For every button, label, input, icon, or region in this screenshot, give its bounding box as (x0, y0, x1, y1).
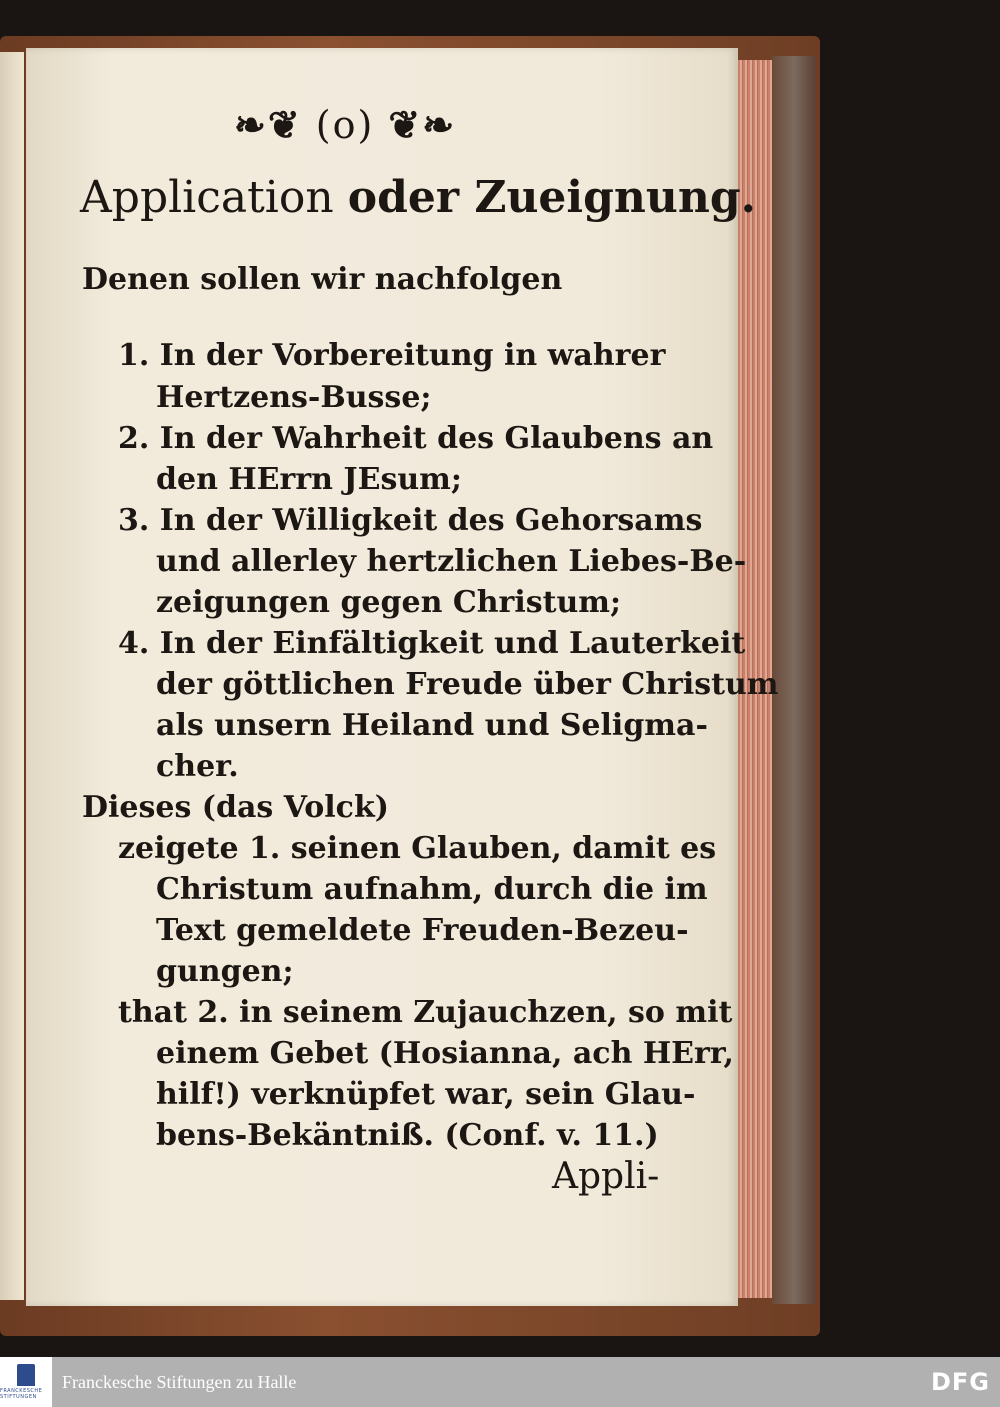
building-icon (17, 1364, 35, 1386)
text-line: zeigete 1. seinen Glauben, damit es (118, 831, 717, 866)
text-line: Dieses (das Volck) (82, 790, 389, 825)
page-header (234, 102, 456, 147)
page-number: (o) (315, 103, 375, 147)
logo-caption: FRANCKESCHE STIFTUNGEN (0, 1388, 43, 1400)
text-line: Denen sollen wir nachfolgen (82, 262, 563, 297)
text-line: der göttlichen Freude über Christum (156, 667, 779, 702)
dfg-logo[interactable]: DFG (930, 1368, 990, 1396)
title-roman: Application (80, 172, 334, 223)
page-title (80, 172, 756, 223)
institution-logo[interactable] (0, 1357, 52, 1407)
text-line: und allerley hertzlichen Liebes-Be- (156, 544, 747, 579)
text-line: bens-Bekäntniß. (Conf. v. 11.) (156, 1118, 659, 1153)
text-line: that 2. in seinem Zujauchzen, so mit (118, 995, 733, 1030)
text-line: zeigungen gegen Christum; (156, 585, 622, 620)
text-line: den HErrn JEsum; (156, 462, 462, 497)
text-line: cher. (156, 749, 239, 784)
text-line: einem Gebet (Hosianna, ach HErr, (156, 1036, 734, 1071)
text-line: hilf!) verknüpfet war, sein Glau- (156, 1077, 696, 1112)
left-page-edge (0, 52, 24, 1300)
text-line: Text gemeldete Freuden-Bezeu- (156, 913, 689, 948)
text-line: Hertzens-Busse; (156, 380, 432, 415)
ornament-right-icon: ❦❧ (388, 102, 457, 147)
text-line: 4. In der Einfältigkeit und Lauterkeit (118, 626, 746, 661)
text-line: gungen; (156, 954, 294, 989)
text-line: Christum aufnahm, durch die im (156, 872, 708, 907)
title-fraktur: oder Zueignung. (347, 172, 756, 223)
viewer-footer (0, 1357, 1000, 1407)
text-line: 1. In der Vorbereitung in wahrer (118, 338, 666, 373)
text-line: 2. In der Wahrheit des Glaubens an (118, 421, 714, 456)
catchword: Appli- (552, 1156, 660, 1197)
ornament-left-icon: ❧❦ (234, 102, 302, 147)
text-line: 3. In der Willigkeit des Gehorsams (118, 503, 703, 538)
text-line: als unsern Heiland und Seligma- (156, 708, 708, 743)
institution-name: Franckesche Stiftungen zu Halle (62, 1371, 297, 1392)
